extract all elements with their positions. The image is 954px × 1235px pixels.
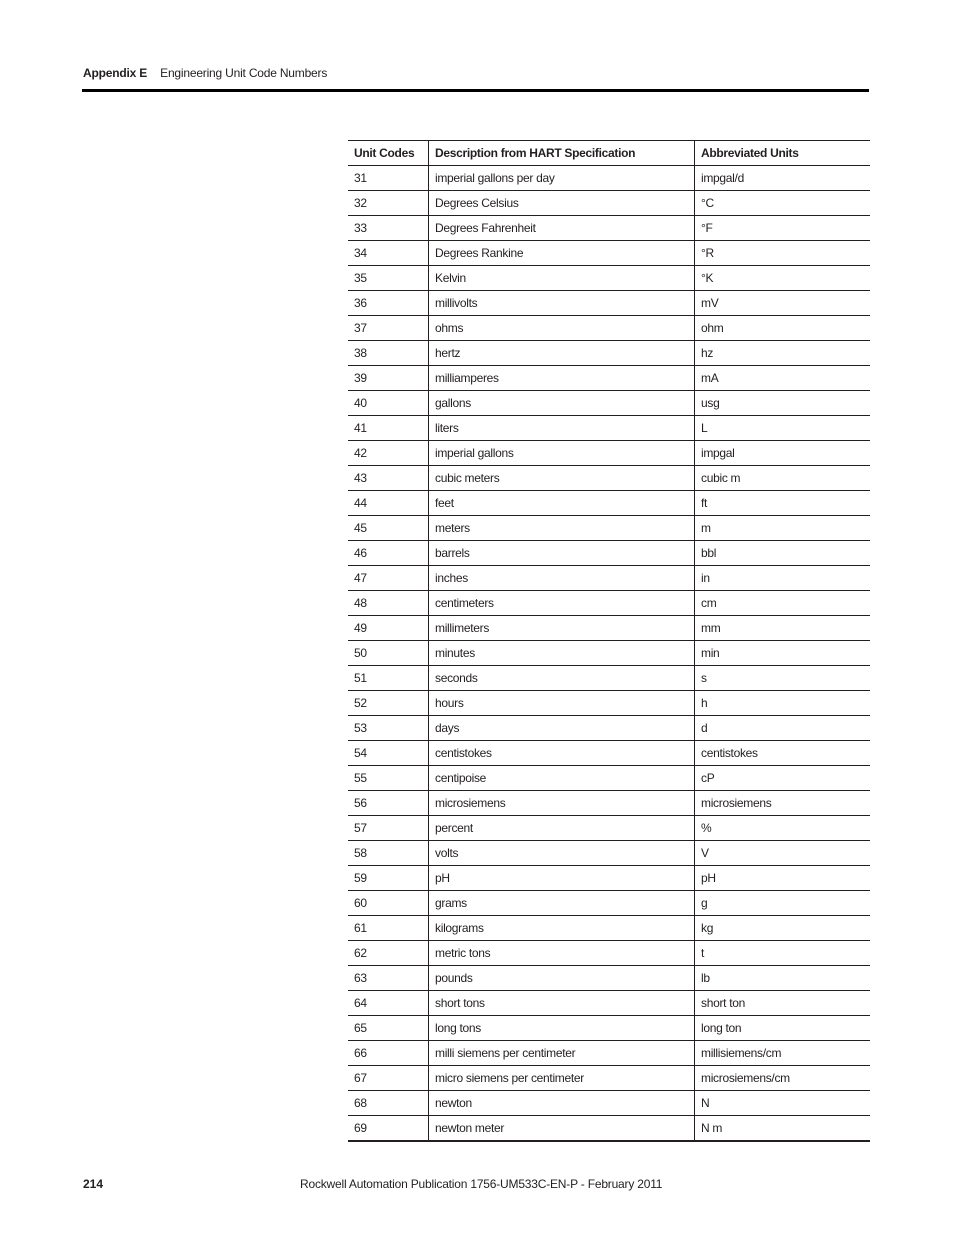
cell-abbreviated-unit: impgal (695, 441, 871, 466)
cell-abbreviated-unit: cm (695, 591, 871, 616)
table-row (348, 1041, 870, 1066)
cell-unit-code: 66 (348, 1041, 429, 1066)
table-row (348, 816, 870, 841)
cell-abbreviated-unit: L (695, 416, 871, 441)
cell-abbreviated-unit: h (695, 691, 871, 716)
cell-unit-code: 49 (348, 616, 429, 641)
table-row (348, 316, 870, 341)
section-title: Engineering Unit Code Numbers (160, 66, 328, 80)
table-row (348, 491, 870, 516)
cell-description: barrels (429, 541, 695, 566)
cell-abbreviated-unit: V (695, 841, 871, 866)
running-header (83, 66, 327, 80)
cell-unit-code: 68 (348, 1091, 429, 1116)
header-rule (82, 89, 869, 92)
cell-description: percent (429, 816, 695, 841)
cell-description: hours (429, 691, 695, 716)
table-row (348, 766, 870, 791)
cell-description: metric tons (429, 941, 695, 966)
cell-abbreviated-unit: m (695, 516, 871, 541)
table-row (348, 366, 870, 391)
cell-description: gallons (429, 391, 695, 416)
cell-unit-code: 31 (348, 166, 429, 191)
cell-abbreviated-unit: microsiemens (695, 791, 871, 816)
cell-description: imperial gallons per day (429, 166, 695, 191)
cell-unit-code: 54 (348, 741, 429, 766)
column-header-unit-codes: Unit Codes (348, 141, 429, 166)
table-row (348, 941, 870, 966)
cell-unit-code: 42 (348, 441, 429, 466)
cell-abbreviated-unit: ft (695, 491, 871, 516)
cell-description: milliamperes (429, 366, 695, 391)
cell-unit-code: 63 (348, 966, 429, 991)
cell-abbreviated-unit: °F (695, 216, 871, 241)
table-row (348, 341, 870, 366)
appendix-label: Appendix E (83, 66, 148, 80)
cell-unit-code: 43 (348, 466, 429, 491)
cell-description: inches (429, 566, 695, 591)
table-row (348, 1091, 870, 1116)
table-row (348, 716, 870, 741)
cell-unit-code: 53 (348, 716, 429, 741)
page-number: 214 (83, 1177, 104, 1191)
cell-unit-code: 37 (348, 316, 429, 341)
cell-abbreviated-unit: °K (695, 266, 871, 291)
cell-description: centimeters (429, 591, 695, 616)
cell-unit-code: 58 (348, 841, 429, 866)
table-row (348, 591, 870, 616)
cell-description: long tons (429, 1016, 695, 1041)
cell-unit-code: 67 (348, 1066, 429, 1091)
cell-unit-code: 55 (348, 766, 429, 791)
cell-unit-code: 45 (348, 516, 429, 541)
table-row (348, 291, 870, 316)
cell-abbreviated-unit: long ton (695, 1016, 871, 1041)
cell-description: cubic meters (429, 466, 695, 491)
cell-unit-code: 35 (348, 266, 429, 291)
cell-abbreviated-unit: usg (695, 391, 871, 416)
cell-abbreviated-unit: t (695, 941, 871, 966)
cell-unit-code: 61 (348, 916, 429, 941)
table-row (348, 741, 870, 766)
table-row (348, 1016, 870, 1041)
table-row (348, 266, 870, 291)
table-row (348, 916, 870, 941)
cell-abbreviated-unit: cubic m (695, 466, 871, 491)
cell-description: centistokes (429, 741, 695, 766)
cell-description: hertz (429, 341, 695, 366)
cell-unit-code: 57 (348, 816, 429, 841)
cell-description: Degrees Rankine (429, 241, 695, 266)
cell-description: newton meter (429, 1116, 695, 1142)
cell-description: Degrees Celsius (429, 191, 695, 216)
cell-unit-code: 52 (348, 691, 429, 716)
cell-unit-code: 36 (348, 291, 429, 316)
table-row (348, 466, 870, 491)
table-row (348, 616, 870, 641)
cell-description: feet (429, 491, 695, 516)
table-row (348, 641, 870, 666)
cell-unit-code: 32 (348, 191, 429, 216)
cell-description: imperial gallons (429, 441, 695, 466)
cell-unit-code: 64 (348, 991, 429, 1016)
cell-unit-code: 65 (348, 1016, 429, 1041)
cell-abbreviated-unit: impgal/d (695, 166, 871, 191)
cell-unit-code: 38 (348, 341, 429, 366)
table-row (348, 991, 870, 1016)
table-row (348, 191, 870, 216)
cell-description: Degrees Fahrenheit (429, 216, 695, 241)
cell-description: micro siemens per centimeter (429, 1066, 695, 1091)
cell-description: pH (429, 866, 695, 891)
cell-description: kilograms (429, 916, 695, 941)
cell-unit-code: 56 (348, 791, 429, 816)
cell-description: seconds (429, 666, 695, 691)
table-row (348, 666, 870, 691)
cell-description: pounds (429, 966, 695, 991)
cell-abbreviated-unit: g (695, 891, 871, 916)
cell-description: ohms (429, 316, 695, 341)
cell-abbreviated-unit: s (695, 666, 871, 691)
column-header-abbreviated-units: Abbreviated Units (695, 141, 871, 166)
cell-abbreviated-unit: pH (695, 866, 871, 891)
cell-abbreviated-unit: mm (695, 616, 871, 641)
cell-description: minutes (429, 641, 695, 666)
table-row (348, 441, 870, 466)
cell-description: millimeters (429, 616, 695, 641)
cell-abbreviated-unit: d (695, 716, 871, 741)
cell-unit-code: 46 (348, 541, 429, 566)
cell-description: milli siemens per centimeter (429, 1041, 695, 1066)
cell-description: volts (429, 841, 695, 866)
cell-unit-code: 69 (348, 1116, 429, 1142)
cell-description: grams (429, 891, 695, 916)
cell-abbreviated-unit: microsiemens/cm (695, 1066, 871, 1091)
table-row (348, 541, 870, 566)
table-row (348, 416, 870, 441)
cell-description: meters (429, 516, 695, 541)
cell-description: newton (429, 1091, 695, 1116)
cell-abbreviated-unit: hz (695, 341, 871, 366)
publication-footer: Rockwell Automation Publication 1756-UM533C-EN-P - February 2011 (300, 1177, 663, 1191)
cell-abbreviated-unit: bbl (695, 541, 871, 566)
cell-abbreviated-unit: in (695, 566, 871, 591)
cell-abbreviated-unit: lb (695, 966, 871, 991)
cell-abbreviated-unit: cP (695, 766, 871, 791)
cell-description: centipoise (429, 766, 695, 791)
table-row (348, 241, 870, 266)
cell-description: days (429, 716, 695, 741)
cell-abbreviated-unit: millisiemens/cm (695, 1041, 871, 1066)
table-row (348, 516, 870, 541)
cell-unit-code: 59 (348, 866, 429, 891)
cell-abbreviated-unit: °C (695, 191, 871, 216)
table-row (348, 566, 870, 591)
table-row (348, 691, 870, 716)
table-row (348, 791, 870, 816)
table-row (348, 1066, 870, 1091)
cell-unit-code: 47 (348, 566, 429, 591)
cell-description: millivolts (429, 291, 695, 316)
cell-abbreviated-unit: mV (695, 291, 871, 316)
table-row (348, 166, 870, 191)
table-row (348, 391, 870, 416)
cell-description: short tons (429, 991, 695, 1016)
table-row (348, 1116, 870, 1142)
cell-abbreviated-unit: ohm (695, 316, 871, 341)
cell-unit-code: 34 (348, 241, 429, 266)
cell-unit-code: 48 (348, 591, 429, 616)
cell-abbreviated-unit: kg (695, 916, 871, 941)
unit-codes-table (348, 140, 870, 1142)
cell-abbreviated-unit: mA (695, 366, 871, 391)
cell-unit-code: 41 (348, 416, 429, 441)
cell-abbreviated-unit: min (695, 641, 871, 666)
table-row (348, 966, 870, 991)
cell-unit-code: 44 (348, 491, 429, 516)
cell-unit-code: 40 (348, 391, 429, 416)
table-row (348, 216, 870, 241)
cell-unit-code: 60 (348, 891, 429, 916)
cell-description: Kelvin (429, 266, 695, 291)
table-row (348, 841, 870, 866)
cell-unit-code: 50 (348, 641, 429, 666)
table-header-row (348, 141, 870, 166)
cell-abbreviated-unit: °R (695, 241, 871, 266)
cell-unit-code: 33 (348, 216, 429, 241)
cell-description: microsiemens (429, 791, 695, 816)
cell-unit-code: 39 (348, 366, 429, 391)
cell-unit-code: 51 (348, 666, 429, 691)
cell-abbreviated-unit: N (695, 1091, 871, 1116)
table-body (348, 166, 870, 1142)
table-row (348, 866, 870, 891)
cell-abbreviated-unit: short ton (695, 991, 871, 1016)
cell-unit-code: 62 (348, 941, 429, 966)
cell-description: liters (429, 416, 695, 441)
table-row (348, 891, 870, 916)
cell-abbreviated-unit: centistokes (695, 741, 871, 766)
cell-abbreviated-unit: N m (695, 1116, 871, 1142)
cell-abbreviated-unit: % (695, 816, 871, 841)
column-header-description: Description from HART Specification (429, 141, 695, 166)
